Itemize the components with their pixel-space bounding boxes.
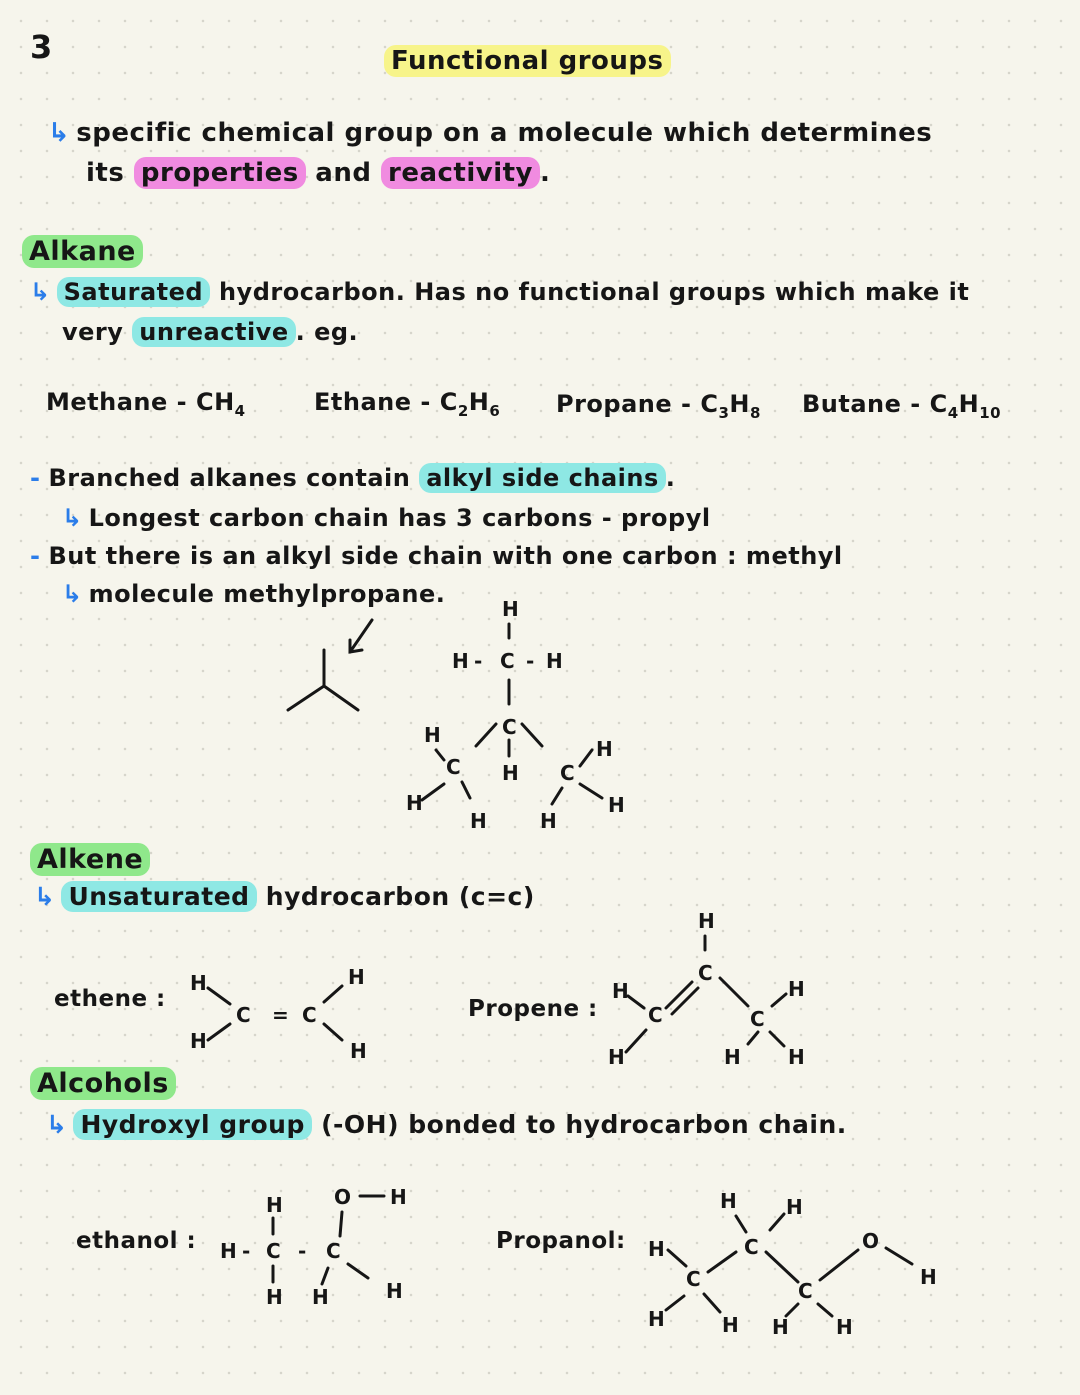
highlight-alkyl-side-chains: alkyl side chains: [419, 463, 666, 493]
example-ethane: [314, 388, 500, 420]
atom-c: C: [502, 715, 517, 739]
example-formula: H: [958, 390, 980, 418]
alcohols-desc: (-OH) bonded to hydrocarbon chain.: [321, 1110, 847, 1139]
but-line: [30, 542, 843, 570]
propanol-diagram: [640, 1186, 970, 1346]
bond-dash: -: [474, 649, 483, 673]
alkene-desc: hydrocarbon (c=c): [265, 882, 535, 911]
atom-c: C: [500, 649, 515, 673]
alcohols-heading: [30, 1068, 176, 1099]
page-title: [384, 46, 671, 76]
atom-h: H: [470, 809, 487, 833]
methylpropane-skeletal-diagram: [280, 610, 400, 720]
example-sub: 6: [489, 401, 501, 420]
atom-h: H: [220, 1239, 237, 1263]
atom-h: H: [772, 1315, 789, 1339]
atom-h: H: [722, 1313, 739, 1337]
atom-c: C: [560, 761, 575, 785]
alkane-line-2: [62, 318, 358, 346]
atom-c: C: [750, 1007, 765, 1031]
intro-period: .: [540, 158, 551, 188]
but-text: But there is an alkyl side chain with one carbon : methyl: [48, 542, 843, 570]
example-butane: [802, 390, 1001, 422]
atom-h: H: [390, 1185, 407, 1209]
ethene-label: ethene :: [54, 986, 166, 1012]
branched-line: [30, 464, 675, 492]
atom-c: C: [302, 1003, 317, 1027]
alkane-line-1: [30, 278, 969, 306]
longest-text: Longest carbon chain has 3 carbons - propyl: [88, 504, 711, 532]
atom-o: O: [862, 1229, 880, 1253]
highlight-hydroxyl-group: Hydroxyl group: [73, 1109, 311, 1140]
atom-h: H: [596, 737, 613, 761]
arrow-icon: ↳: [30, 278, 51, 306]
atom-h: H: [266, 1285, 283, 1309]
example-methane: [46, 388, 246, 420]
example-propane: [556, 390, 761, 422]
example-formula: CH: [195, 388, 235, 416]
molecule-text: molecule methylpropane.: [88, 580, 446, 608]
example-formula: C: [700, 390, 719, 418]
atom-h: H: [698, 909, 715, 933]
atom-c: C: [326, 1239, 341, 1263]
atom-h: H: [190, 1029, 207, 1053]
propene-diagram: [604, 904, 834, 1074]
atom-h: H: [608, 1045, 625, 1069]
atom-h: H: [502, 761, 519, 785]
methylpropane-displayed-diagram: [400, 598, 640, 838]
ethanol-label: ethanol :: [76, 1228, 197, 1254]
bond-dash: -: [242, 1239, 251, 1263]
atom-c: C: [744, 1235, 759, 1259]
intro-and: and: [315, 158, 372, 188]
intro-line-1: [48, 118, 932, 148]
atom-c: C: [698, 961, 713, 985]
intro-its: its: [86, 158, 125, 188]
alkene-heading: [30, 844, 150, 875]
example-name: Methane -: [46, 388, 188, 416]
atom-h: H: [836, 1315, 853, 1339]
atom-h: H: [424, 723, 441, 747]
arrow-icon: ↳: [34, 882, 56, 911]
intro-text: specific chemical group on a molecule which determines: [76, 118, 933, 148]
dash-bullet-icon: -: [30, 464, 41, 492]
atom-c: C: [686, 1267, 701, 1291]
propene-label: Propene :: [468, 996, 598, 1022]
propanol-label: Propanol:: [496, 1228, 626, 1254]
ethanol-diagram: [214, 1180, 434, 1330]
longest-line: [62, 504, 711, 532]
atom-h: H: [788, 977, 805, 1001]
atom-h: H: [348, 965, 365, 989]
page-number: 3: [30, 28, 53, 66]
alkene-heading-text: Alkene: [30, 843, 150, 876]
atom-h: H: [788, 1045, 805, 1069]
alkane-heading: [22, 236, 143, 267]
atom-h: H: [266, 1193, 283, 1217]
example-sub: 2: [457, 401, 469, 420]
bond-dash: -: [526, 649, 535, 673]
arrow-icon: ↳: [46, 1110, 68, 1139]
bond-double: =: [272, 1003, 289, 1027]
page-title-text: Functional groups: [384, 45, 671, 77]
atom-c: C: [266, 1239, 281, 1263]
alcohols-heading-text: Alcohols: [30, 1067, 176, 1100]
example-formula: H: [468, 388, 490, 416]
example-name: Ethane -: [314, 388, 431, 416]
atom-h: H: [724, 1045, 741, 1069]
alkane-desc: hydrocarbon. Has no functional groups which make it: [218, 278, 970, 306]
alkene-line: [34, 882, 535, 911]
highlight-saturated: Saturated: [57, 277, 211, 307]
atom-h: H: [648, 1307, 665, 1331]
arrow-icon: ↳: [62, 504, 83, 532]
atom-h: H: [786, 1195, 803, 1219]
branched-text: Branched alkanes contain: [48, 464, 411, 492]
atom-h: H: [540, 809, 557, 833]
atom-h: H: [648, 1237, 665, 1261]
ethene-diagram: [186, 958, 386, 1070]
atom-c: C: [648, 1003, 663, 1027]
bond-dash: -: [298, 1239, 307, 1263]
atom-h: H: [546, 649, 563, 673]
branched-period: .: [665, 464, 676, 492]
example-sub: 3: [718, 403, 730, 422]
example-formula: C: [929, 390, 948, 418]
alcohols-line: [46, 1110, 847, 1139]
atom-h: H: [452, 649, 469, 673]
example-sub: 8: [749, 403, 761, 422]
dash-bullet-icon: -: [30, 542, 41, 570]
atom-o: O: [334, 1185, 352, 1209]
alkane-eg: . eg.: [295, 318, 359, 346]
atom-h: H: [502, 597, 519, 621]
highlight-properties: properties: [134, 157, 306, 189]
highlight-unreactive: unreactive: [132, 317, 295, 347]
alkane-very: very: [62, 318, 124, 346]
example-name: Butane -: [802, 390, 921, 418]
example-name: Propane -: [556, 390, 692, 418]
example-formula: C: [439, 388, 458, 416]
example-sub: 4: [234, 401, 246, 420]
atom-h: H: [312, 1285, 329, 1309]
highlight-reactivity: reactivity: [381, 157, 540, 189]
arrow-icon: ↳: [48, 118, 71, 148]
atom-h: H: [720, 1189, 737, 1213]
highlight-unsaturated: Unsaturated: [61, 881, 256, 912]
example-sub: 10: [979, 403, 1002, 422]
intro-line-2: [86, 158, 550, 188]
alkane-heading-text: Alkane: [22, 235, 143, 268]
atom-c: C: [798, 1279, 813, 1303]
atom-h: H: [386, 1279, 403, 1303]
atom-h: H: [608, 793, 625, 817]
atom-h: H: [406, 791, 423, 815]
atom-h: H: [190, 971, 207, 995]
atom-h: H: [612, 979, 629, 1003]
molecule-line: [62, 580, 445, 608]
atom-h: H: [350, 1039, 367, 1063]
atom-c: C: [236, 1003, 251, 1027]
atom-h: H: [920, 1265, 937, 1289]
arrow-icon: ↳: [62, 580, 83, 608]
example-sub: 4: [947, 403, 959, 422]
example-formula: H: [729, 390, 750, 418]
atom-c: C: [446, 755, 461, 779]
